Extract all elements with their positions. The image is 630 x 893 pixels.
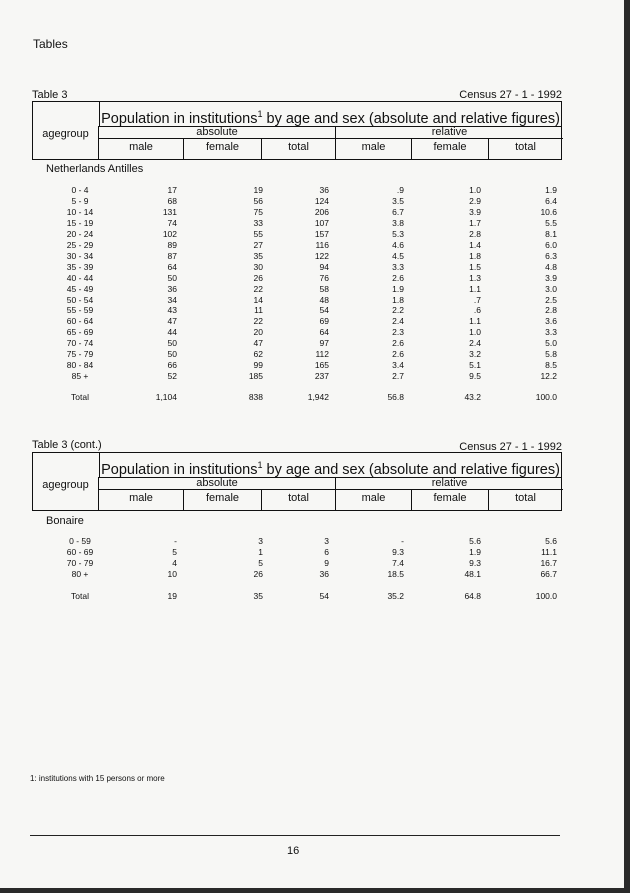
- cell-female-pct: 1.5: [469, 261, 481, 272]
- cell-total-pct: 12.2: [540, 371, 557, 382]
- agegroup-header: agegroup: [33, 126, 99, 160]
- cell-total: 48: [319, 294, 329, 305]
- cell-male-pct: 18.5: [387, 569, 404, 579]
- cell-total: 3: [324, 536, 329, 546]
- cell-total-pct: 1.9: [545, 185, 557, 195]
- table2-label: Table 3 (cont.): [32, 439, 102, 451]
- table-row: [0, 185, 630, 196]
- table-row: [0, 547, 630, 558]
- cell-female: 56: [253, 195, 263, 206]
- cell-agegroup: 20 - 24: [66, 228, 94, 239]
- cell-female: 35: [253, 250, 263, 261]
- cell-male-pct: 9.3: [392, 547, 404, 557]
- cell-male: 89: [167, 239, 177, 250]
- cell-male-pct: 3.5: [392, 195, 404, 206]
- cell-female-pct: 48.1: [464, 569, 481, 579]
- cell-male: 50: [167, 338, 177, 349]
- cell-total-pct: 100.0: [535, 392, 557, 402]
- cell-female-pct: 3.9: [469, 206, 481, 217]
- table2-census: Census 27 - 1 - 1992: [459, 441, 562, 453]
- cell-female: 20: [253, 327, 263, 338]
- agegroup-header: agegroup: [33, 477, 99, 511]
- cell-total-pct: 16.7: [540, 558, 557, 568]
- cell-male: 66: [167, 360, 177, 371]
- table-row: [0, 262, 630, 273]
- cell-agegroup: 70 - 74: [66, 338, 94, 349]
- cell-female-pct: 1.8: [469, 250, 481, 261]
- table-row: [0, 360, 630, 371]
- subheader-total-rel: total: [488, 489, 562, 511]
- cell-agegroup: 0 - 4: [71, 185, 89, 195]
- title-text-rest: by age and sex (absolute and relative figures): [262, 110, 560, 127]
- cell-female-pct: 64.8: [464, 591, 481, 601]
- cell-female: 99: [253, 360, 263, 371]
- cell-agegroup: 55 - 59: [66, 305, 94, 316]
- cell-total-pct: 100.0: [535, 591, 557, 601]
- cell-male-pct: 2.6: [392, 349, 404, 360]
- cell-total-pct: 11.1: [541, 547, 557, 557]
- cell-male: 1,104: [155, 392, 177, 402]
- cell-male-pct: 3.3: [392, 261, 404, 272]
- cell-agegroup: 50 - 54: [66, 294, 94, 305]
- subheader-total: total: [261, 138, 335, 160]
- table-row: [0, 569, 630, 580]
- cell-total: 36: [319, 569, 329, 579]
- cell-male-pct: 1.8: [392, 294, 404, 305]
- cell-agegroup: Total: [71, 392, 89, 402]
- cell-female: 14: [253, 294, 263, 305]
- cell-male: 5: [172, 547, 177, 557]
- cell-female-pct: 43.2: [464, 392, 481, 402]
- cell-male-pct: 2.7: [392, 371, 404, 382]
- table2-header: [32, 452, 562, 511]
- cell-total-pct: 3.0: [545, 283, 557, 294]
- cell-total: 112: [315, 349, 329, 360]
- table1-census: Census 27 - 1 - 1992: [459, 89, 562, 101]
- subheader-total: total: [261, 489, 335, 511]
- cell-male: 64: [167, 261, 177, 272]
- cell-total-pct: 2.8: [545, 305, 557, 316]
- cell-male-pct: 2.4: [392, 316, 404, 327]
- table-row: [0, 371, 630, 382]
- cell-female: 33: [253, 217, 263, 228]
- cell-male: 36: [167, 283, 177, 294]
- cell-male-pct: 4.6: [392, 239, 404, 250]
- cell-agegroup: 75 - 79: [66, 349, 94, 360]
- cell-total: 64: [319, 327, 329, 338]
- cell-female-pct: 1.1: [469, 283, 481, 294]
- cell-female-pct: .6: [473, 305, 481, 316]
- cell-female-pct: 1.3: [469, 272, 481, 283]
- cell-total: 165: [314, 360, 329, 371]
- table-row: [0, 295, 630, 306]
- cell-male-pct: 4.5: [392, 250, 404, 261]
- cell-agegroup: 80 +: [71, 569, 89, 579]
- cell-male: 19: [167, 591, 177, 601]
- subheader-female: female: [183, 489, 261, 511]
- cell-agegroup: 45 - 49: [66, 283, 94, 294]
- cell-male-pct: 6.7: [392, 206, 404, 217]
- cell-female-pct: 1.7: [469, 217, 481, 228]
- total-row: [0, 392, 630, 403]
- cell-total-pct: 6.0: [545, 239, 557, 250]
- cell-total: 237: [314, 371, 329, 382]
- relative-header: relative: [335, 126, 563, 139]
- cell-agegroup: 10 - 14: [66, 206, 94, 217]
- cell-total-pct: 6.3: [545, 250, 557, 261]
- cell-total-pct: 8.5: [545, 360, 557, 371]
- cell-total-pct: 6.4: [545, 195, 557, 206]
- cell-male: 10: [167, 569, 177, 579]
- cell-male: 68: [167, 195, 177, 206]
- cell-male: 4: [172, 558, 177, 568]
- table1-label: Table 3: [32, 89, 68, 101]
- table-row: [0, 536, 630, 547]
- cell-male-pct: 2.2: [392, 305, 404, 316]
- cell-total-pct: 5.5: [545, 217, 557, 228]
- table-row: [0, 218, 630, 229]
- table-row: [0, 327, 630, 338]
- cell-total: 122: [314, 250, 329, 261]
- cell-total-pct: 3.3: [545, 327, 557, 338]
- cell-female: 62: [253, 349, 263, 360]
- cell-male: 131: [162, 206, 177, 217]
- cell-total: 94: [319, 261, 329, 272]
- cell-male: 34: [167, 294, 177, 305]
- cell-total: 58: [319, 283, 329, 294]
- cell-agegroup: 0 - 59: [69, 536, 91, 546]
- cell-female: 55: [253, 228, 263, 239]
- cell-male: 47: [167, 316, 177, 327]
- cell-female-pct: 1.0: [469, 327, 481, 338]
- table-row: [0, 207, 630, 218]
- cell-female: 5: [258, 558, 263, 568]
- cell-agegroup: 60 - 64: [66, 316, 94, 327]
- cell-female-pct: 2.9: [469, 195, 481, 206]
- table2-title: [99, 453, 561, 478]
- cell-female: 11: [254, 305, 263, 316]
- cell-total: 9: [324, 558, 329, 568]
- cell-agegroup: 60 - 69: [66, 547, 94, 557]
- table-row: [0, 240, 630, 251]
- subheader-male: male: [129, 492, 153, 504]
- cell-agegroup: Total: [71, 591, 89, 601]
- cell-male-pct: 5.3: [392, 228, 404, 239]
- cell-total-pct: 4.8: [545, 261, 557, 272]
- cell-male: 43: [167, 305, 177, 316]
- cell-agegroup: 15 - 19: [66, 217, 94, 228]
- subheader-female-rel: female: [411, 138, 488, 160]
- cell-female: 26: [253, 569, 263, 579]
- footnote: 1: institutions with 15 persons or more: [30, 774, 165, 783]
- total-row: [0, 591, 630, 602]
- title-text: Population in institutions: [101, 110, 258, 127]
- table-row: [0, 338, 630, 349]
- cell-female-pct: 1.4: [469, 239, 481, 250]
- cell-agegroup: 30 - 34: [66, 250, 94, 261]
- cell-female: 47: [253, 338, 263, 349]
- cell-male: 50: [167, 272, 177, 283]
- cell-male-pct: 2.6: [392, 272, 404, 283]
- cell-female-pct: 1.1: [469, 316, 481, 327]
- cell-male: -: [174, 536, 177, 546]
- cell-agegroup: 5 - 9: [71, 195, 89, 206]
- cell-female-pct: 1.0: [469, 185, 481, 195]
- cell-female: 1: [258, 547, 263, 557]
- cell-female: 3: [258, 536, 263, 546]
- cell-female: 75: [253, 206, 263, 217]
- cell-total-pct: 2.5: [545, 294, 557, 305]
- cell-male: 87: [167, 250, 177, 261]
- cell-male: 102: [162, 228, 177, 239]
- table1-header: [32, 101, 562, 160]
- cell-total-pct: 5.0: [545, 338, 557, 349]
- page-number: 16: [287, 845, 300, 857]
- cell-female-pct: 2.8: [469, 228, 481, 239]
- table-row: [0, 229, 630, 240]
- cell-total: 116: [315, 239, 329, 250]
- cell-female: 27: [253, 239, 263, 250]
- table-row: [0, 251, 630, 262]
- subheader-male: male: [129, 141, 153, 153]
- cell-total-pct: 66.7: [540, 569, 557, 579]
- cell-male-pct: 35.2: [387, 591, 404, 601]
- cell-total-pct: 5.6: [545, 536, 557, 546]
- cell-total: 54: [319, 305, 329, 316]
- absolute-header: absolute: [99, 126, 335, 139]
- cell-female: 838: [248, 392, 263, 402]
- cell-male-pct: 56.8: [387, 392, 404, 402]
- table-row: [0, 305, 630, 316]
- cell-male-pct: .9: [396, 185, 404, 195]
- title-text-rest: by age and sex (absolute and relative figures): [262, 461, 560, 478]
- cell-female: 22: [253, 283, 263, 294]
- subheader-male-rel: male: [335, 138, 411, 160]
- subheader-male-rel: male: [335, 489, 411, 511]
- cell-female-pct: 2.4: [469, 338, 481, 349]
- absolute-header: absolute: [99, 477, 335, 490]
- footer-rule: [30, 835, 560, 836]
- cell-total: 157: [314, 228, 329, 239]
- cell-female-pct: 3.2: [469, 349, 481, 360]
- table-row: [0, 558, 630, 569]
- cell-total: 69: [319, 316, 329, 327]
- subheader-female: female: [183, 138, 261, 160]
- cell-agegroup: 40 - 44: [66, 272, 94, 283]
- cell-male: 50: [167, 349, 177, 360]
- table1-title: [99, 102, 561, 127]
- cell-agegroup: 25 - 29: [66, 239, 94, 250]
- cell-total: 206: [314, 206, 329, 217]
- cell-total: 36: [319, 185, 329, 195]
- table-row: [0, 273, 630, 284]
- cell-male: 52: [167, 371, 177, 382]
- footnote-marker: 1: [257, 109, 263, 119]
- cell-male: 74: [167, 217, 177, 228]
- subheader-female-rel: female: [411, 489, 488, 511]
- table-row: [0, 316, 630, 327]
- cell-total-pct: 5.8: [545, 349, 557, 360]
- cell-total-pct: 3.9: [545, 272, 557, 283]
- cell-female-pct: .7: [473, 294, 481, 305]
- cell-male-pct: 3.8: [392, 217, 404, 228]
- cell-female-pct: 5.1: [469, 360, 481, 371]
- relative-header: relative: [335, 477, 563, 490]
- cell-total: 97: [319, 338, 329, 349]
- cell-total-pct: 3.6: [545, 316, 557, 327]
- cell-male-pct: 2.6: [392, 338, 404, 349]
- cell-female-pct: 1.9: [469, 547, 481, 557]
- cell-female: 19: [253, 185, 263, 195]
- cell-agegroup: 85 +: [71, 371, 89, 382]
- cell-total: 6: [324, 547, 329, 557]
- cell-female-pct: 5.6: [469, 536, 481, 546]
- cell-male: 17: [167, 185, 177, 195]
- cell-total: 107: [314, 217, 329, 228]
- table2-region: Bonaire: [46, 515, 84, 527]
- cell-male-pct: 1.9: [392, 283, 404, 294]
- table-row: [0, 349, 630, 360]
- subheader-total-rel: total: [488, 138, 562, 160]
- title-text: Population in institutions: [101, 461, 258, 478]
- cell-male-pct: -: [401, 536, 404, 546]
- cell-male-pct: 2.3: [392, 327, 404, 338]
- cell-female-pct: 9.5: [469, 371, 481, 382]
- cell-female-pct: 9.3: [469, 558, 481, 568]
- cell-agegroup: 70 - 79: [66, 558, 94, 568]
- cell-agegroup: 35 - 39: [66, 261, 94, 272]
- cell-total: 1,942: [307, 392, 329, 402]
- cell-male: 44: [167, 327, 177, 338]
- table-row: [0, 196, 630, 207]
- cell-female: 185: [248, 371, 263, 382]
- cell-female: 35: [253, 591, 263, 601]
- table-row: [0, 284, 630, 295]
- cell-female: 30: [253, 261, 263, 272]
- cell-total: 124: [314, 195, 329, 206]
- cell-agegroup: 80 - 84: [66, 360, 94, 371]
- footnote-marker: 1: [257, 460, 263, 470]
- cell-total: 54: [319, 591, 329, 601]
- cell-female: 22: [253, 316, 263, 327]
- cell-female: 26: [253, 272, 263, 283]
- cell-total-pct: 8.1: [545, 228, 557, 239]
- section-title: Tables: [33, 37, 68, 51]
- cell-agegroup: 65 - 69: [66, 327, 94, 338]
- cell-male-pct: 3.4: [392, 360, 404, 371]
- cell-total-pct: 10.6: [540, 206, 557, 217]
- cell-male-pct: 7.4: [392, 558, 404, 568]
- cell-total: 76: [319, 272, 329, 283]
- table1-region: Netherlands Antilles: [46, 163, 144, 175]
